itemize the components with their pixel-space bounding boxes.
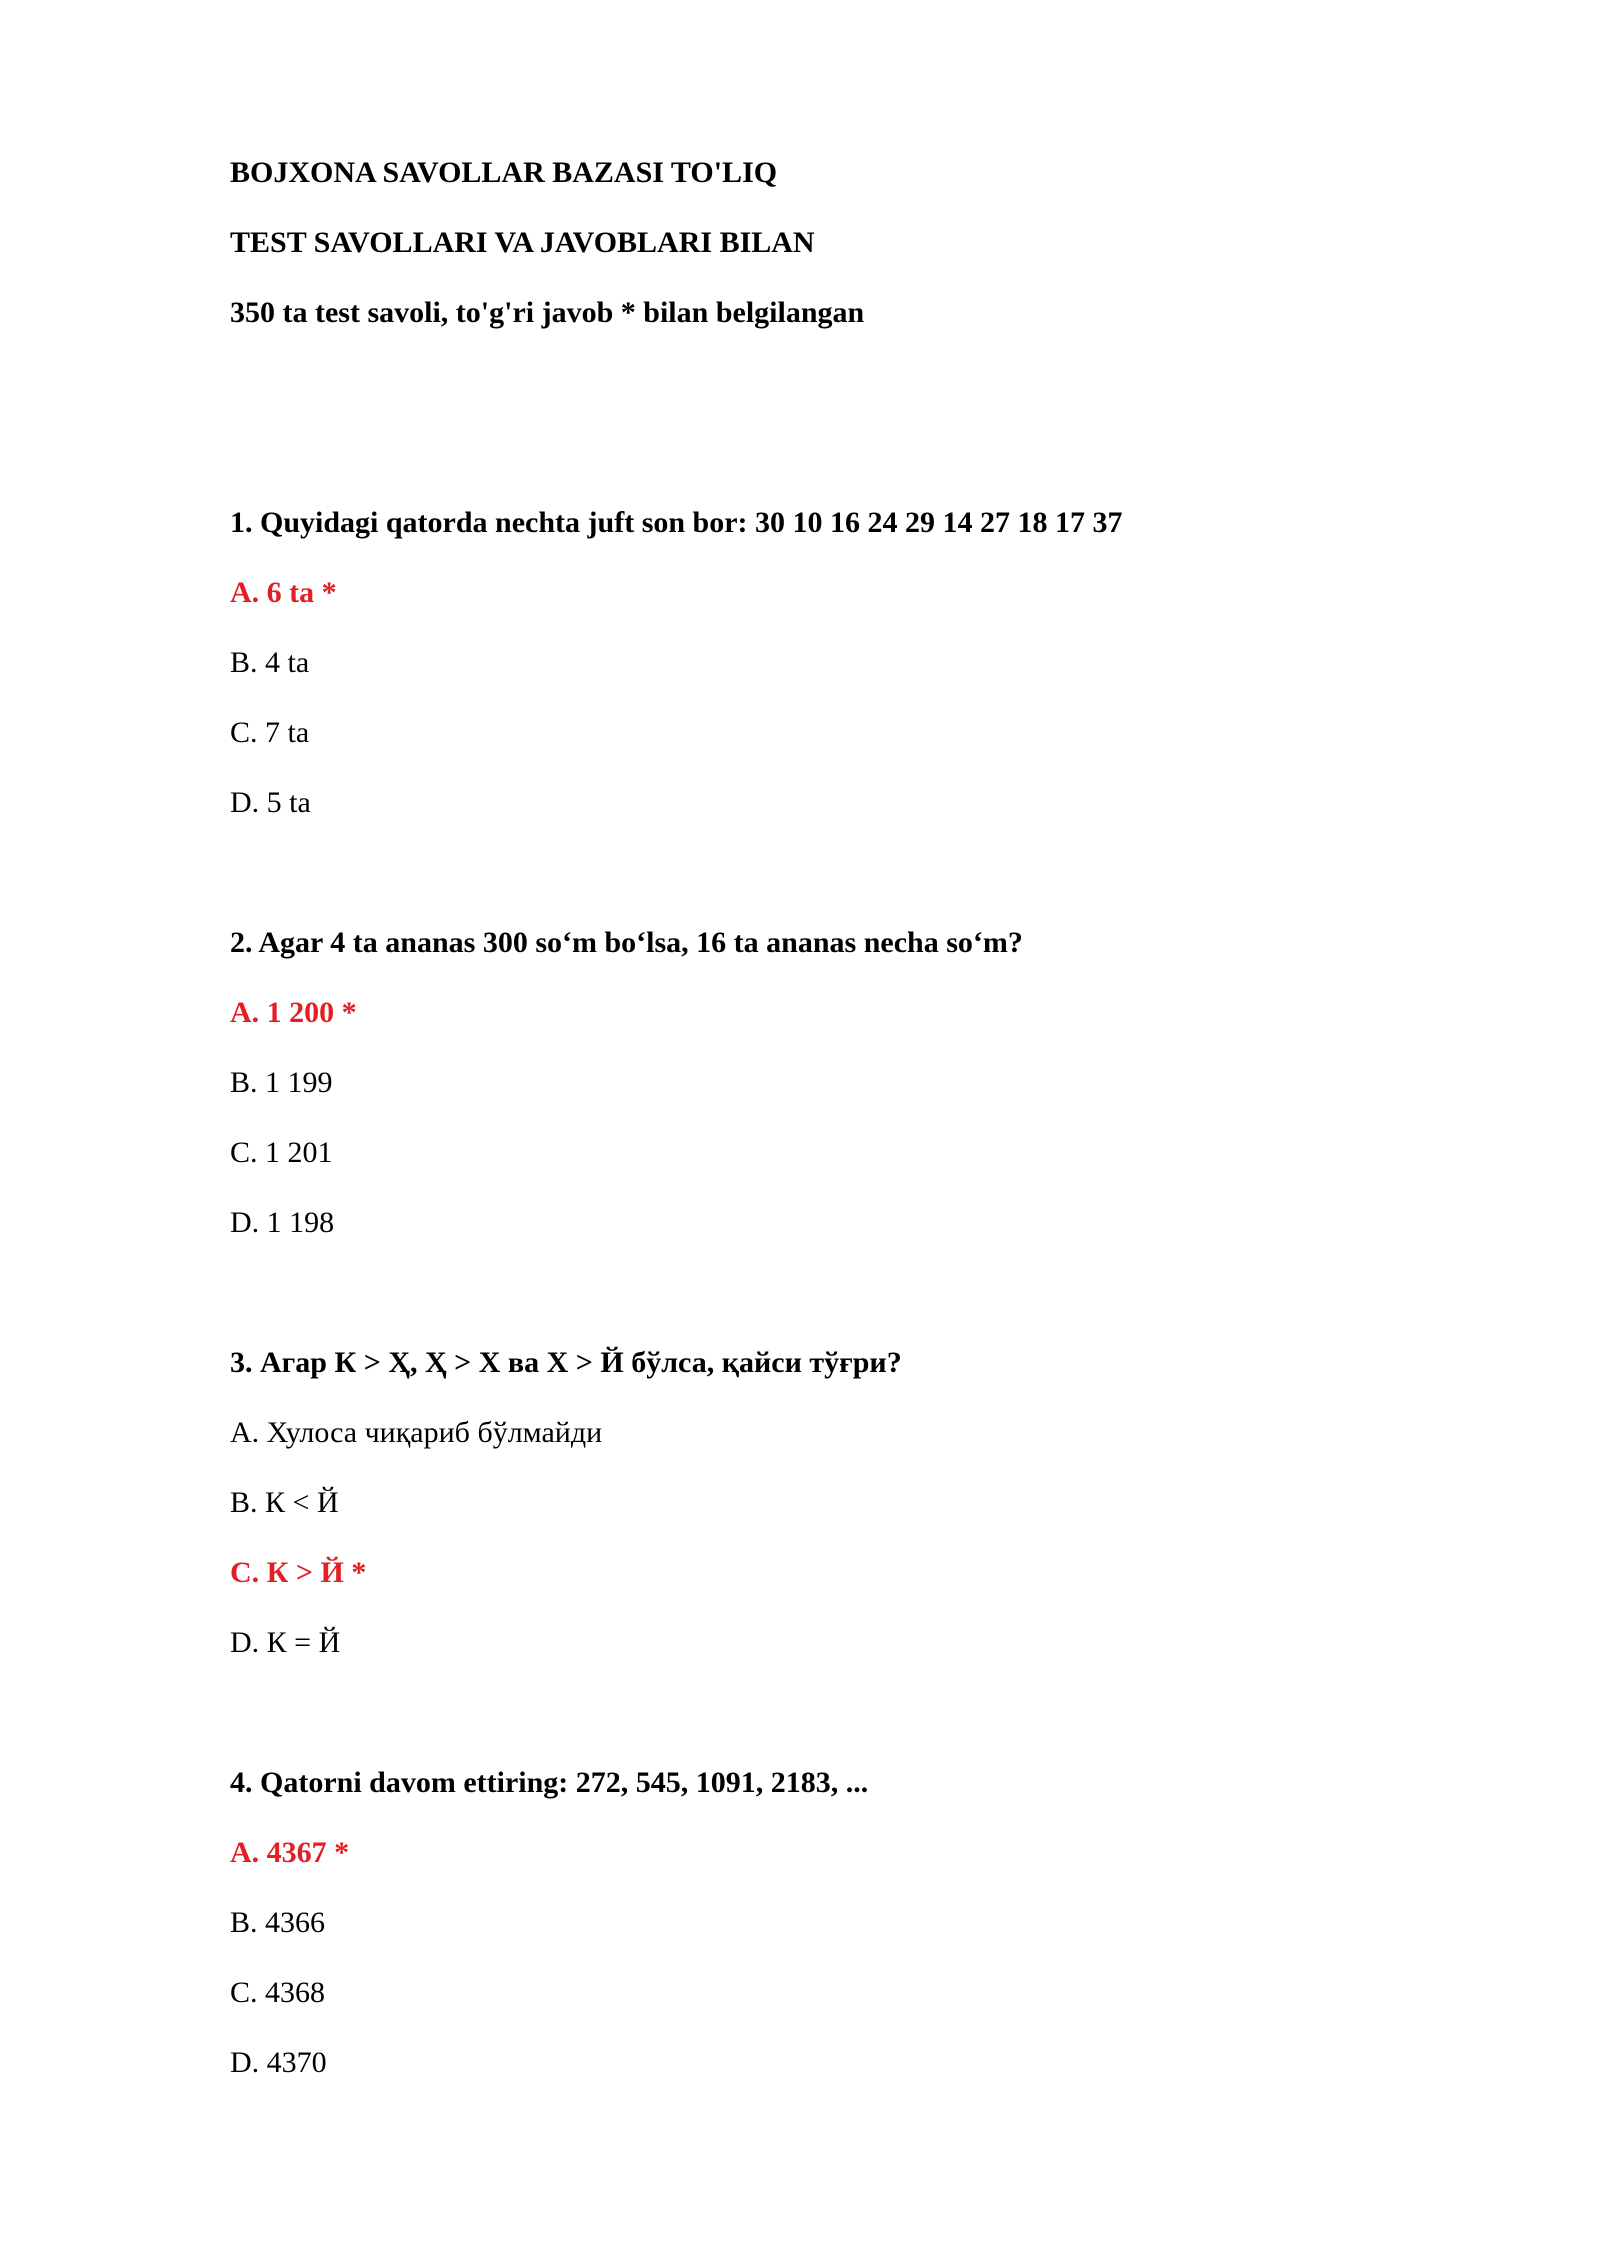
question-3-option-b: B. К < Й (230, 1486, 339, 1519)
question-3-option-d: D. К = Й (230, 1626, 341, 1659)
question-2-option-b: B. 1 199 (230, 1066, 333, 1099)
question-4-text: 4. Qatorni davom ettiring: 272, 545, 1091, 2183, ... (230, 1766, 869, 1799)
question-3-text: 3. Агар К > Ҳ, Ҳ > Х ва Х > Й бўлса, қайси тўғри? (230, 1346, 902, 1379)
question-2-option-a: A. 1 200 * (230, 996, 357, 1029)
question-4-option-b: B. 4366 (230, 1906, 326, 1939)
document-note: 350 ta test savoli, to'g'ri javob * bilan belgilangan (230, 296, 865, 329)
question-1-text: 1. Quyidagi qatorda nechta juft son bor: 30 10 16 24 29 14 27 18 17 37 (230, 506, 1123, 539)
question-4-option-c: C. 4368 (230, 1976, 326, 2009)
question-2-option-c: C. 1 201 (230, 1136, 333, 1169)
question-1-option-b: B. 4 ta (230, 646, 310, 679)
question-2-text: 2. Agar 4 ta ananas 300 so‘m bo‘lsa, 16 ta ananas necha so‘m? (230, 926, 1023, 959)
question-3-option-a: A. Хулоса чиқариб бўлмайди (230, 1416, 603, 1449)
document-title: BOJXONA SAVOLLAR BAZASI TO'LIQ (230, 156, 778, 189)
question-2-option-d: D. 1 198 (230, 1206, 335, 1239)
question-4-option-d: D. 4370 (230, 2046, 327, 2079)
question-1-option-d: D. 5 ta (230, 786, 311, 819)
question-3-option-c: C. К > Й * (230, 1556, 367, 1589)
question-4-option-a: A. 4367 * (230, 1836, 350, 1869)
question-1-option-a: A. 6 ta * (230, 576, 337, 609)
question-1-option-c: C. 7 ta (230, 716, 310, 749)
document-subtitle: TEST SAVOLLARI VA JAVOBLARI BILAN (230, 226, 815, 259)
